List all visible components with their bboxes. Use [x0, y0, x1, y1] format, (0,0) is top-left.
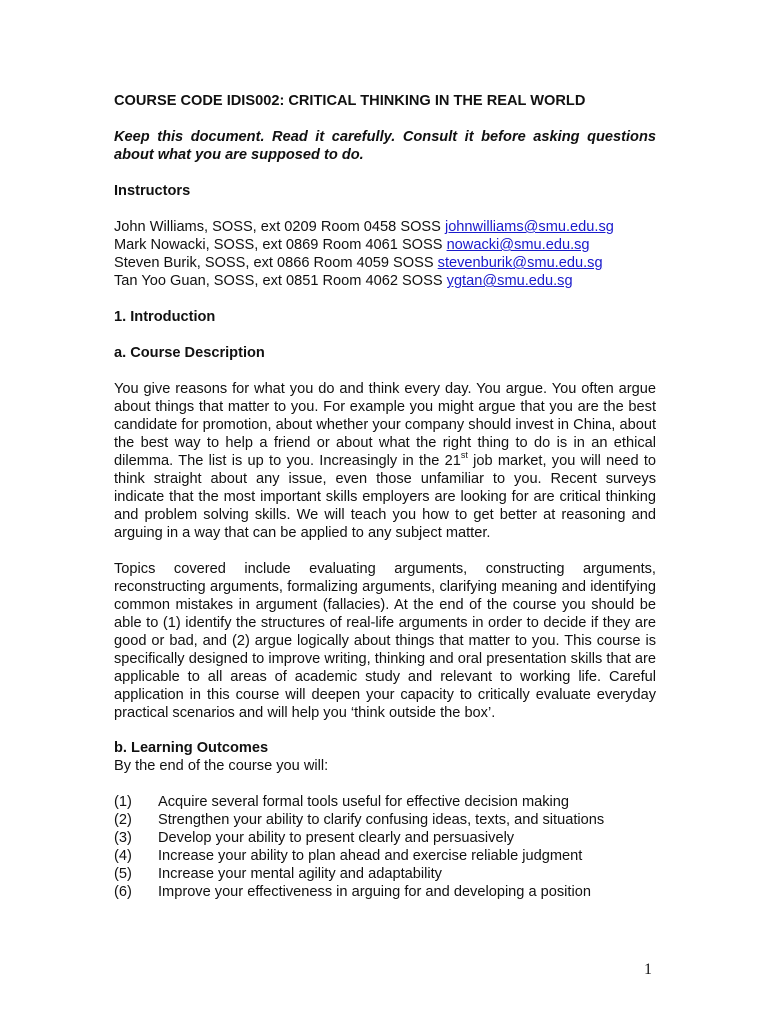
instructor-entry: [114, 236, 656, 254]
document-page: [114, 84, 656, 901]
instructor-email-link[interactable]: johnwilliams@smu.edu.sg: [444, 219, 614, 235]
learning-outcomes-list: [114, 793, 656, 901]
learning-outcomes-heading: b. Learning Outcomes: [114, 740, 269, 756]
instructor-email-link[interactable]: ygtan@smu.edu.sg: [446, 273, 573, 289]
paragraph-text: job market, you will need to think straight about any issue, even those unfamiliar to you. Recent surveys indicate that the most important skills employers are looking for are critical thinking and problem solving skills. We will teach you how to get better at reasoning and arguing in a way that can be applied to any subject matter.: [114, 453, 657, 541]
list-item-text: Acquire several formal tools useful for effective decision making: [158, 794, 569, 810]
document-notice: Keep this document. Read it carefully. Consult it before asking questions about what you are supposed to do.: [114, 129, 656, 163]
course-description-heading: a. Course Description: [114, 345, 265, 361]
instructor-email-link[interactable]: nowacki@smu.edu.sg: [446, 237, 590, 253]
instructor-details: John Williams, SOSS, ext 0209 Room 0458 SOSS: [114, 219, 445, 235]
list-item-text: Increase your mental agility and adaptability: [158, 866, 442, 882]
list-item: [114, 829, 656, 847]
paragraph-text: You give reasons for what you do and think every day. You argue. You often argue about things that matter to you. For example you might argue that you are the best candidate for promotion, about whether your company should invest in China, about the best way to help a friend or about what the right thing to do is in an ethical dilemma. The list is up to you. Increasingly in the 21: [114, 381, 656, 469]
instructor-email-link[interactable]: stevenburik@smu.edu.sg: [437, 255, 603, 271]
list-item: [114, 811, 656, 829]
instructor-details: Steven Burik, SOSS, ext 0866 Room 4059 SOSS: [114, 255, 438, 271]
instructor-entry: [114, 254, 656, 272]
list-item: [114, 793, 656, 811]
list-item: [114, 847, 656, 865]
learning-outcomes-intro: By the end of the course you will:: [114, 758, 329, 774]
instructor-entry: [114, 272, 656, 290]
ordinal-superscript: st: [460, 450, 468, 461]
course-description-paragraph: [114, 380, 656, 542]
instructor-list: [114, 218, 656, 290]
page-number: 1: [644, 961, 652, 978]
list-item: [114, 883, 656, 901]
list-item-number: (1): [114, 794, 132, 810]
list-item: [114, 865, 656, 883]
instructor-details: Tan Yoo Guan, SOSS, ext 0851 Room 4062 SOSS: [114, 273, 447, 289]
list-item-text: Develop your ability to present clearly and persuasively: [158, 830, 515, 846]
list-item-number: (3): [114, 830, 132, 846]
instructors-heading: Instructors: [114, 183, 191, 199]
topics-paragraph: Topics covered include evaluating arguments, constructing arguments, reconstructing arguments, formalizing arguments, clarifying meaning and identifying common mistakes in argument (fallacies). At the end of the course you should be able to (1) identify the structures of real-life arguments in order to decide if they are good or bad, and (2) argue logically about things that matter to you. This course is specifically designed to improve writing, thinking and oral presentation skills that are applicable to all areas of academic study and relevant to working life. Careful application in this course will deepen your capacity to critically evaluate everyday practical scenarios and will help you ‘think outside the box’.: [114, 561, 656, 721]
list-item-number: (2): [114, 812, 132, 828]
list-item-text: Improve your effectiveness in arguing for and developing a position: [158, 884, 591, 900]
instructor-entry: [114, 218, 656, 236]
course-title: COURSE CODE IDIS002: CRITICAL THINKING IN THE REAL WORLD: [114, 93, 586, 109]
list-item-number: (4): [114, 848, 132, 864]
list-item-number: (5): [114, 866, 132, 882]
list-item-number: (6): [114, 884, 132, 900]
introduction-heading: 1. Introduction: [114, 309, 216, 325]
list-item-text: Increase your ability to plan ahead and exercise reliable judgment: [158, 848, 583, 864]
instructor-details: Mark Nowacki, SOSS, ext 0869 Room 4061 SOSS: [114, 237, 447, 253]
list-item-text: Strengthen your ability to clarify confusing ideas, texts, and situations: [158, 812, 605, 828]
